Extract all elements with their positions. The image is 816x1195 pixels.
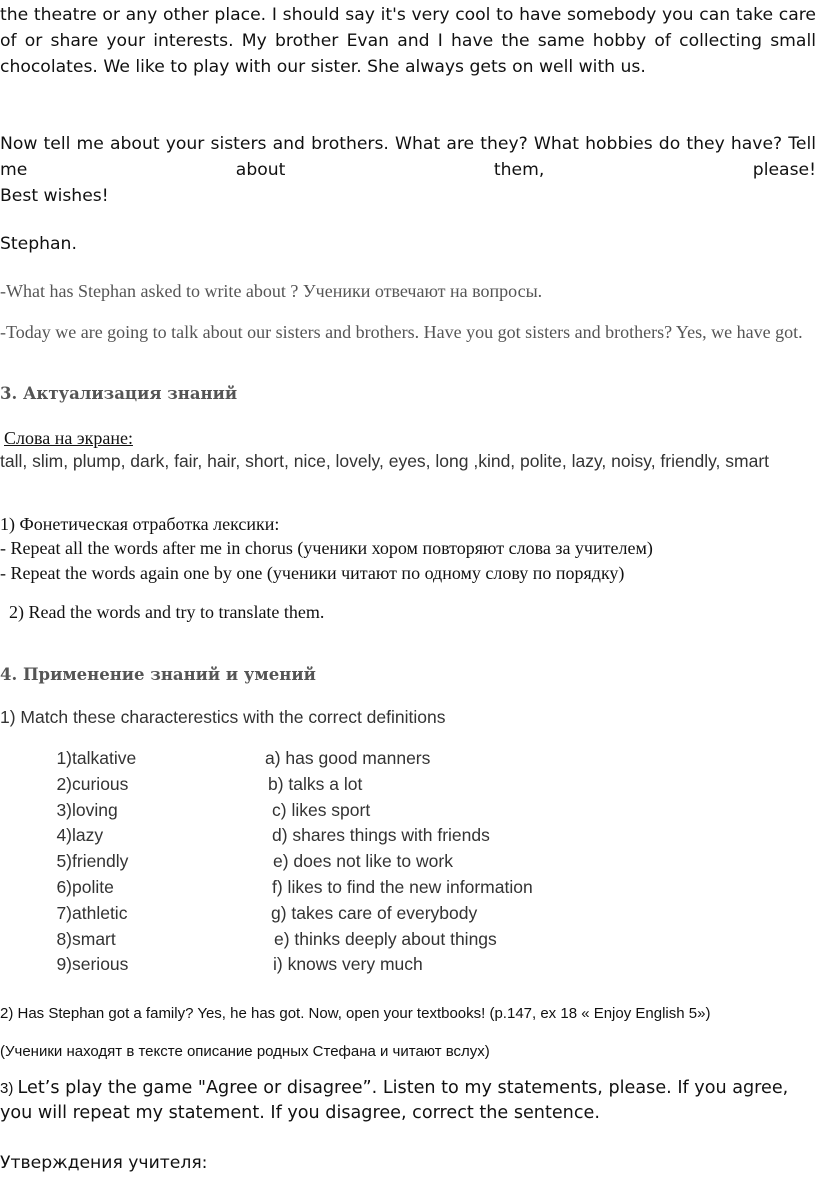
list-item: 7) athletic g) takes care of everybody [56, 902, 478, 923]
teacher-intro: -Today we are going to talk about our sisters and brothers. Have you got sisters and brothers? Yes, we have got. [0, 322, 803, 342]
teacher-question [0, 279, 816, 303]
characteristic: friendly [72, 851, 129, 872]
screen-words-label [4, 426, 816, 450]
characteristic: athletic [72, 902, 128, 923]
game-task-text: Let’s play the game "Agree or disagree”. Listen to my statements, please. If you agree, you will repeat my statement. If you disagree, correct the sentence. [0, 1078, 789, 1123]
characteristic: serious [72, 954, 129, 975]
textbook-task-note: (Ученики находят в тексте описание родных Стефана и читают вслух) [0, 1043, 490, 1060]
list-item: 9) serious i) knows very much [56, 954, 423, 975]
matching-task-title: 1) Match these characterestics with the correct definitions [0, 707, 446, 727]
game-task-number: 3) [0, 1080, 18, 1097]
definition: g) takes care of everybody [271, 902, 478, 923]
question-russian: Ученики отвечают на вопросы. [298, 281, 543, 301]
characteristic: curious [72, 773, 129, 794]
definition: i) knows very much [273, 954, 423, 975]
definition: b) talks a lot [268, 773, 363, 794]
list-item: 6) polite f) likes to find the new information [56, 876, 533, 897]
vocabulary-words: tall, slim, plump, dark, fair, hair, short, nice, lovely, eyes, long ,kind, polite, lazy, noisy, friendly, smart [0, 451, 770, 471]
definition: a) has good manners [265, 748, 431, 768]
teacher-statements-heading: Утверждения учителя: [0, 1153, 208, 1173]
characteristic: lazy [72, 825, 104, 846]
list-item: 4) lazy d) shares things with friends [56, 825, 490, 846]
translate-step: 2) Read the words and try to translate them. [9, 602, 325, 622]
letter-closing: Best wishes! [0, 186, 109, 206]
definition: f) likes to find the new information [272, 876, 533, 897]
section-4-heading: 4. Применение знаний и умений [0, 665, 316, 684]
characteristic: loving [72, 799, 118, 820]
phonetic-step-chorus: - Repeat all the words after me in chorus (ученики хором повторяют слова за учителем) [0, 538, 653, 558]
list-item: 2) curious b) talks a lot [56, 773, 363, 794]
list-item: 5) friendly e) does not like to work [56, 851, 453, 872]
section-3-heading: 3. Актуализация знаний [0, 384, 238, 403]
letter-paragraph-1: the theatre or any other place. I should say it's very cool to have somebody you can take care of or share your interests. My brother Evan and I have the same hobby of collecting small chocolates. We like to play with our sister. She always gets on well with us. [0, 5, 816, 77]
list-item: 1) talkative a) has good manners [56, 748, 431, 768]
phonetic-step-title: 1) Фонетическая отработка лексики: [0, 514, 280, 534]
characteristic: polite [72, 876, 114, 897]
letter-signature: Stephan. [0, 234, 77, 254]
screen-words-label-text: Слова на экране: [4, 428, 133, 448]
definition: e) thinks deeply about things [274, 928, 497, 949]
definition: d) shares things with friends [272, 825, 490, 846]
list-item: 8) smart e) thinks deeply about things [56, 928, 497, 949]
game-task [0, 1076, 816, 1126]
definition: e) does not like to work [273, 851, 453, 872]
characteristic: smart [72, 928, 116, 949]
matching-list [44, 748, 604, 980]
question-english: -What has Stephan asked to write about ? [0, 281, 299, 301]
list-item: 3) loving c) likes sport [56, 799, 371, 820]
phonetic-step-one-by-one: - Repeat the words again one by one (ученики читают по одному слову по порядку) [0, 563, 625, 583]
definition: c) likes sport [272, 799, 371, 820]
letter-paragraph-2: Now tell me about your sisters and brothers. What are they? What hobbies do they have? Tell me about them, please! [0, 134, 816, 180]
textbook-task: 2) Has Stephan got a family? Yes, he has got. Now, open your textbooks! (p.147, ex 18 « Enjoy English 5») [0, 1005, 711, 1022]
characteristic: talkative [72, 748, 137, 768]
